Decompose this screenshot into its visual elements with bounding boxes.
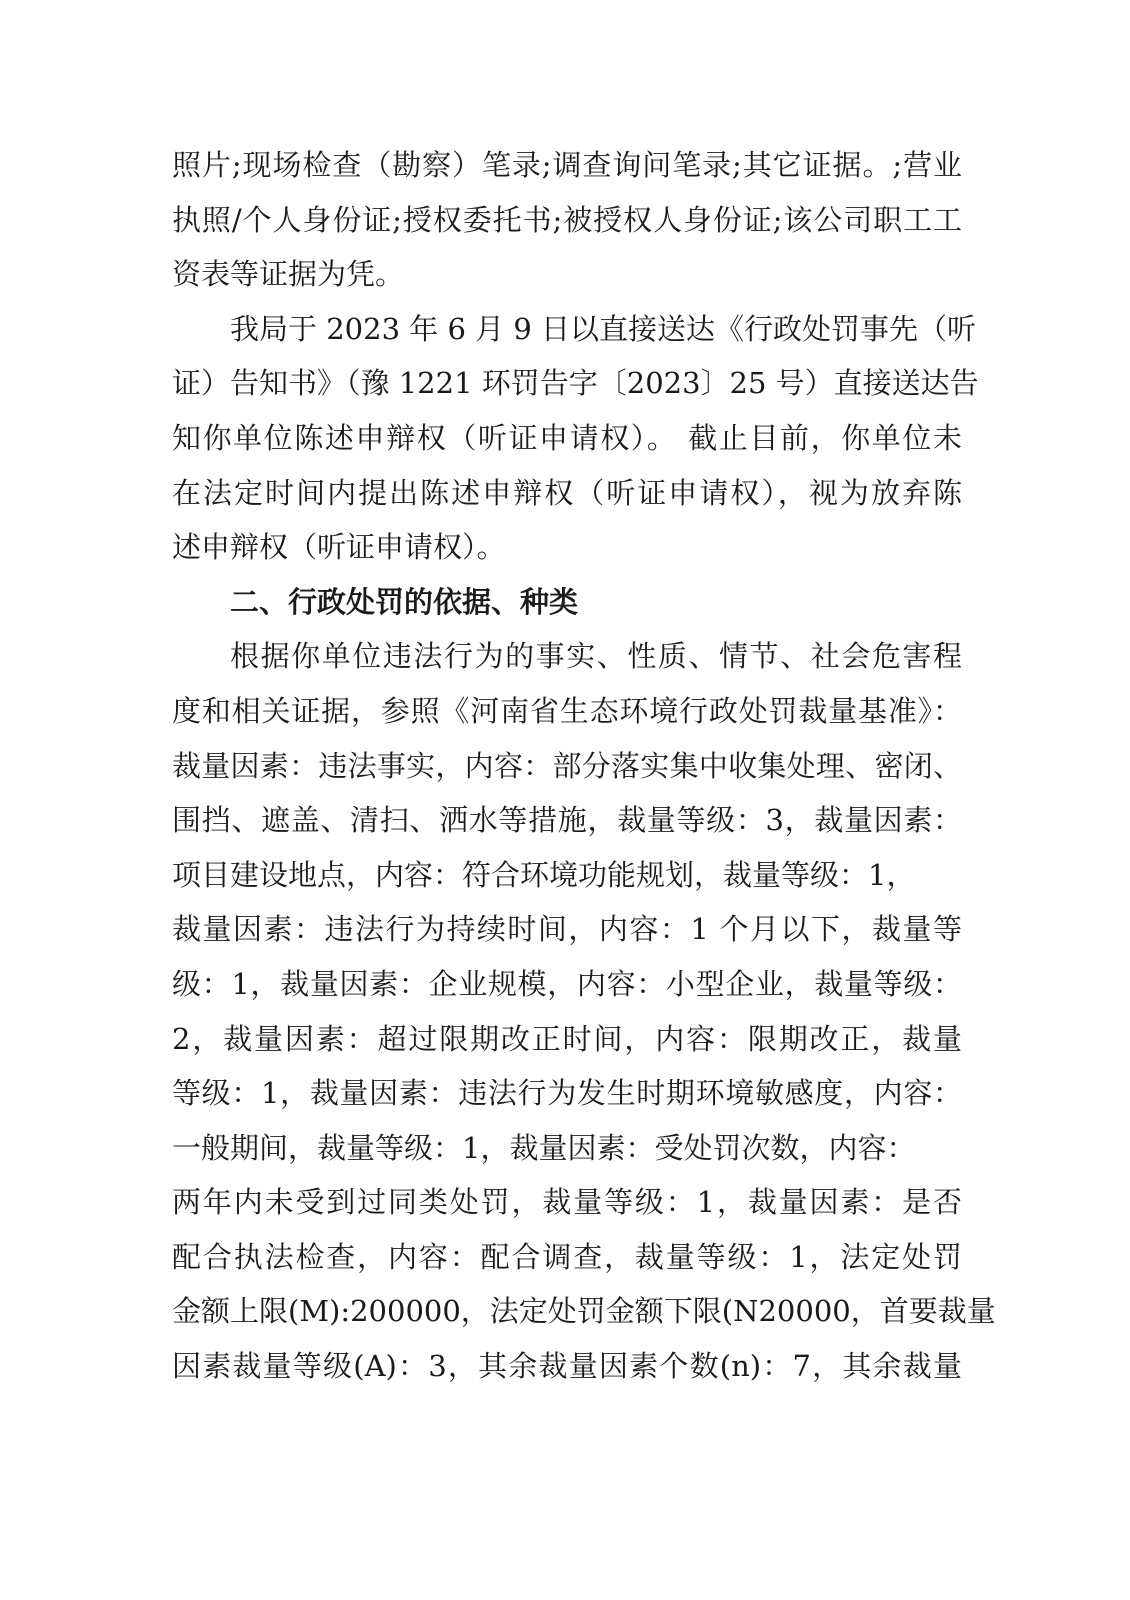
text-line: 围挡、遮盖、清扫、洒水等措施，裁量等级：3，裁量因素：	[172, 803, 962, 838]
text-line: 在法定时间内提出陈述申辩权（听证申请权），视为放弃陈	[172, 475, 962, 510]
text-line: 一般期间，裁量等级：1，裁量因素：受处罚次数，内容：	[172, 1130, 916, 1165]
text-line: 述申辩权（听证申请权）。	[172, 530, 506, 565]
text-line: 度和相关证据，参照《河南省生态环境行政处罚裁量基准》：	[172, 693, 962, 728]
text-line: 知你单位陈述申辩权（听证申请权）。 截止目前，你单位未	[172, 420, 962, 455]
text-line: 配合执法检查，内容：配合调查，裁量等级：1，法定处罚	[172, 1239, 962, 1274]
text-line: 裁量因素：违法行为持续时间，内容：1 个月以下，裁量等	[172, 912, 962, 947]
text-line: 证）告知书》（豫 1221 环罚告字〔2023〕25 号）直接送达告	[172, 366, 979, 401]
text-line: 金额上限(M):200000，法定处罚金额下限(N20000，首要裁量	[172, 1294, 996, 1329]
text-line: 资表等证据为凭。	[172, 257, 405, 292]
text-line: 2，裁量因素：超过限期改正时间，内容：限期改正，裁量	[172, 1021, 962, 1056]
text-line: 两年内未受到过同类处罚，裁量等级：1，裁量因素：是否	[172, 1185, 962, 1220]
text-line: 我局于 2023 年 6 月 9 日以直接送达《行政处罚事先（听	[230, 311, 977, 346]
text-line: 等级：1，裁量因素：违法行为发生时期环境敏感度，内容：	[172, 1076, 962, 1111]
text-line: 照片;现场检查（勘察）笔录;调查询问笔录;其它证据。;营业	[172, 148, 962, 182]
text-line: 执照/个人身份证;授权委托书;被授权人身份证;该公司职工工	[172, 202, 962, 237]
text-line: 项目建设地点，内容：符合环境功能规划，裁量等级：1，	[172, 857, 916, 892]
text-line: 因素裁量等级(A)：3，其余裁量因素个数(n)：7，其余裁量	[172, 1349, 962, 1384]
document-body	[172, 138, 996, 1394]
text-line: 根据你单位违法行为的事实、性质、情节、社会危害程	[230, 639, 962, 674]
section-heading: 二、行政处罚的依据、种类	[230, 584, 579, 619]
text-line: 级：1，裁量因素：企业规模，内容：小型企业，裁量等级：	[172, 966, 962, 1001]
text-line: 裁量因素：违法事实，内容：部分落实集中收集处理、密闭、	[172, 748, 962, 783]
